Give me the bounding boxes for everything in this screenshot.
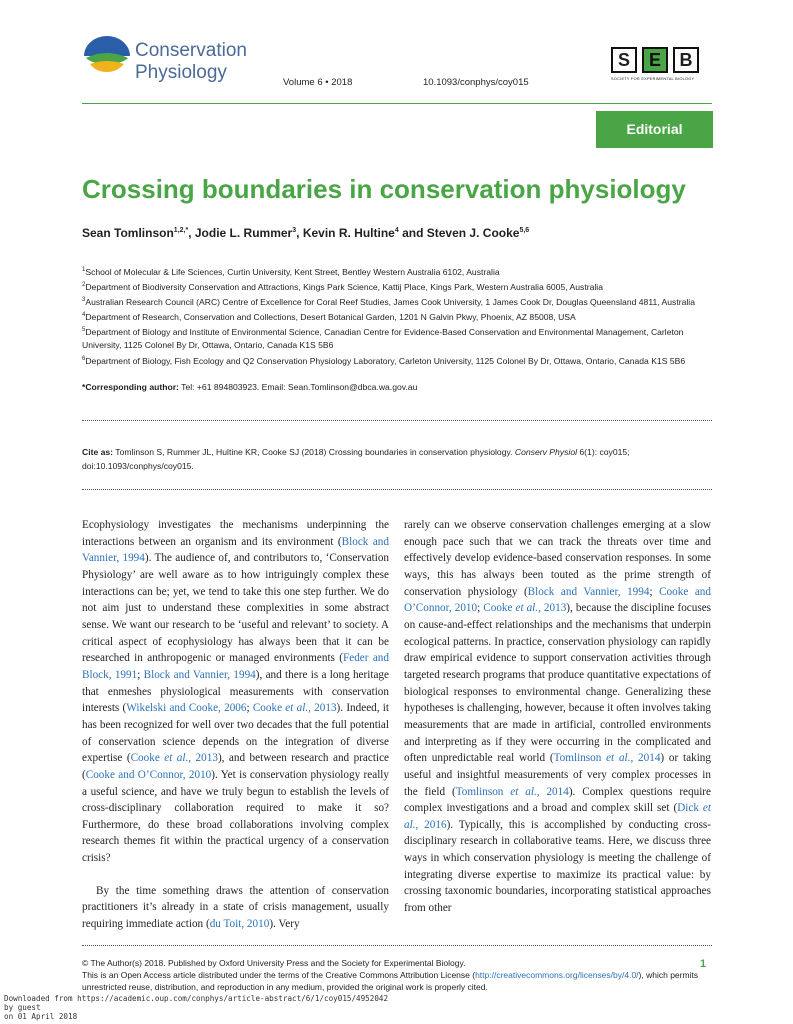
affiliation (82, 294, 722, 309)
seb-tagline: SOCIETY FOR EXPERIMENTAL BIOLOGY (611, 77, 695, 81)
citation-link[interactable]: Cooke et al., 2013 (483, 602, 567, 615)
body-text: ), and between research and practice ( (82, 752, 390, 781)
body-text: ). Typically, this is accomplished by conducting cross-disciplinary research in collaborative teams. Here, we discuss three ways in which conservation physiology is meeting the challenge of integrating diverse expertise to maximize its practical value: by crossing taxonomic boundaries, incorporating statistical approaches from other (404, 818, 711, 915)
affiliation-text: Department of Biology, Fish Ecology and Q2 Conservation Physiology Laboratory, Carleton University, 1125 Colonel By Dr, Ottawa, Ontario, Canada K1S 5B6 (85, 355, 686, 366)
affiliation-number: 2 (82, 282, 86, 289)
seb-logo (611, 47, 715, 87)
volume-label: Volume 6 • 2018 (283, 77, 353, 88)
journal-name-line2: Physiology (135, 62, 227, 83)
journal-name (135, 40, 247, 84)
affiliation-text: Department of Research, Conservation and Collections, Desert Botanical Garden, 1201 N Galvin Pkwy, Phoenix, AZ 85008, USA (85, 312, 576, 323)
license-line2-a: This is an Open Access article distributed under the terms of the Creative Commons Attribution License ( (82, 970, 476, 981)
author-separator: , (188, 226, 195, 240)
body-text: ), and there is a long heritage that enmeshes physiological measurements with conservation interests ( (82, 668, 389, 715)
author-name: Kevin R. Hultine (302, 226, 395, 240)
affiliation-text: Australian Research Council (ARC) Centre of Excellence for Coral Reef Studies, James Cook University, 1 James Cook Dr, Douglas Queensland 4811, Australia (85, 296, 695, 307)
divider-top (82, 420, 712, 421)
author-list (82, 226, 529, 240)
cite-label: Cite as: (82, 447, 114, 457)
affiliation (82, 353, 722, 368)
corresponding-text: Tel: +61 894803923. Email: Sean.Tomlinson@dbca.wa.gov.au (178, 382, 418, 392)
cite-as (82, 446, 714, 473)
affiliation-number: 3 (82, 297, 86, 304)
page-number: 1 (700, 958, 707, 970)
author-affil-marker: 3 (292, 227, 297, 234)
corresponding-author (82, 382, 417, 392)
seb-letter-b: B (673, 47, 699, 73)
body-text: ; (649, 585, 660, 598)
body-text: ; (137, 668, 144, 681)
divider-mid (82, 489, 712, 490)
body-column-right (404, 517, 711, 917)
body-text: ), because the discipline focuses on cause-and-effect relationships and the mechanisms that underpin ecological patterns. In practice, conservation physiology can rapidly draw empirical evidence to support conservation activities through targeted research programs that produce quantitative expectations of biological responses to environmental change. Generalizing these hypotheses is challenging, however, because it often involves taking measurements that are made in artificial, controlled environments and interpreting as if they were occurring in the complicated and often unpredictable real world ( (404, 602, 712, 765)
cite-tail: 6(1): coy015; doi:10.1093/conphys/coy015. (82, 447, 630, 471)
cite-journal: Conserv Physiol (514, 447, 578, 457)
citation-link[interactable]: Block and Vannier, 1994 (143, 668, 256, 681)
body-text: ). Complex questions require complex investigations and a broad and complex skill set ( (404, 785, 711, 815)
author-affil-marker: 4 (394, 227, 399, 234)
license-notice (82, 957, 702, 994)
citation-link[interactable]: Tomlinson et al., 2014 (553, 752, 661, 765)
divider-footer (82, 945, 712, 946)
affiliation-number: 1 (82, 267, 86, 273)
citation-link[interactable]: Wikelski and Cooke, 2006 (126, 702, 247, 715)
citation-link[interactable]: Tomlinson et al., 2014 (455, 785, 569, 798)
citation-link[interactable]: Cooke and O’Connor, 2010 (85, 768, 212, 781)
citation-link[interactable]: du Toit, 2010 (209, 918, 270, 931)
seb-letter-e: E (642, 47, 668, 73)
body-text: ). Very (269, 918, 300, 931)
body-text: ). Yet is conservation physiology really a useful science, and have we truly begun to establish the levels of cross-disciplinary collaboration required to make it so? Furthermore, do these broad collaborations involving complex research themes fit within the practical urgency of a conservation crisis? (82, 768, 389, 865)
affiliation-text: School of Molecular & Life Sciences, Curtin University, Kent Street, Bentley Western Australia 6102, Australia (85, 266, 500, 277)
affiliation-text: Department of Biodiversity Conservation and Attractions, Kings Park Science, Kattij Place, Kings Park, Western Australia 6005, Australia (85, 281, 603, 292)
body-text: By the time something draws the attention of conservation practitioners it’s already in a state of crisis management, usually requiring immediate action ( (82, 884, 389, 931)
author-affil-marker: 5,6 (519, 227, 530, 234)
license-line1: © The Author(s) 2018. Published by Oxford University Press and the Society for Experimental Biology. (82, 958, 466, 968)
body-column-left (82, 517, 389, 933)
citation-link[interactable]: Cooke and O’Connor, 2010 (404, 585, 711, 615)
body-paragraph (82, 883, 389, 933)
cite-text: Tomlinson S, Rummer JL, Hultine KR, Cooke SJ (2018) Crossing boundaries in conservation physiology. (113, 447, 515, 457)
license-link[interactable]: http://creativecommons.org/licenses/by/4.0/ (475, 970, 639, 981)
body-text: ; (246, 702, 253, 715)
affiliation-text: Department of Biology and Institute of Environmental Science, Canadian Centre for Evidence-Based Conservation and Environmental Management, Carleton University, 1125 Colonel By Dr, Ottawa, Ontario, Canada K1S 5B6 (82, 327, 684, 351)
journal-name-line1: Conservation (135, 40, 247, 61)
citation-link[interactable]: Cooke et al., 2013 (252, 702, 337, 715)
journal-logo-icon (82, 34, 132, 78)
corresponding-label: *Corresponding author: (82, 382, 179, 392)
body-text: ). The audience of, and contributors to, ‘Conservation Physiology’ are well aware as to how intriguingly complex these interactions can be; yet, we tend to take this one step further. We do not aim just to understand these complexities in some abstract sense. We want our research to be ‘useful and relevant’ to society. A critical aspect of ecophysiology has always been that it can be researched in anthropogenic or managed environments ( (82, 552, 390, 665)
seb-letter-s: S (611, 47, 637, 73)
citation-link[interactable]: Feder and Block, 1991 (82, 652, 389, 681)
citation-link[interactable]: Cooke et al., 2013 (130, 752, 218, 765)
license-line2-b: ), which permits unrestricted reuse, distribution, and reproduction in any medium, provided the original work is properly cited. (82, 970, 699, 993)
body-text: rarely can we observe conservation challenges emerging at a slow enough pace such that we can track the threats over time and effectively develop evidence-based conservation responses. In some ways, this has always been touted as the prime strength of conservation physiology ( (404, 519, 711, 598)
citation-link[interactable]: Block and Vannier, 1994 (527, 585, 650, 598)
body-text: ) or taking useful and insightful measurements of very complex processes in the field ( (404, 752, 711, 798)
article-title: Crossing boundaries in conservation physiology (82, 174, 686, 204)
affiliation (82, 279, 722, 294)
affiliation (82, 324, 722, 352)
body-text: ; (477, 602, 484, 615)
body-text: ). Indeed, it has been recognized for well over two decades that the full potential of conservation science depends on the integration of diverse expertise ( (82, 702, 390, 765)
section-badge: Editorial (596, 111, 713, 148)
doi-label: 10.1093/conphys/coy015 (423, 77, 529, 88)
affiliation-number: 6 (82, 355, 86, 362)
author-name: Jodie L. Rummer (194, 226, 293, 240)
affiliation-number: 4 (82, 312, 86, 319)
author-name: Sean Tomlinson (82, 226, 174, 240)
citation-link[interactable]: Dick et al., 2016 (404, 802, 711, 831)
download-stamp: Downloaded from https://academic.oup.com/conphys/article-abstract/6/1/coy015/4952042 by guest on 01 April 2018 (4, 994, 389, 1022)
affiliation (82, 309, 722, 324)
author-separator: and (398, 226, 427, 240)
author-affil-marker: 1,2,* (173, 227, 189, 234)
affiliation (82, 264, 722, 279)
author-separator: , (296, 226, 303, 240)
affiliation-number: 5 (82, 327, 86, 334)
body-paragraph (82, 517, 389, 867)
affiliation-list (82, 264, 722, 368)
citation-link[interactable]: Block and Vannier, 1994 (82, 535, 389, 565)
author-name: Steven J. Cooke (426, 226, 520, 240)
header-rule (82, 103, 712, 104)
body-paragraph (404, 517, 711, 917)
body-text: Ecophysiology investigates the mechanisms underpinning the interactions between an organism and its environment ( (82, 519, 389, 548)
